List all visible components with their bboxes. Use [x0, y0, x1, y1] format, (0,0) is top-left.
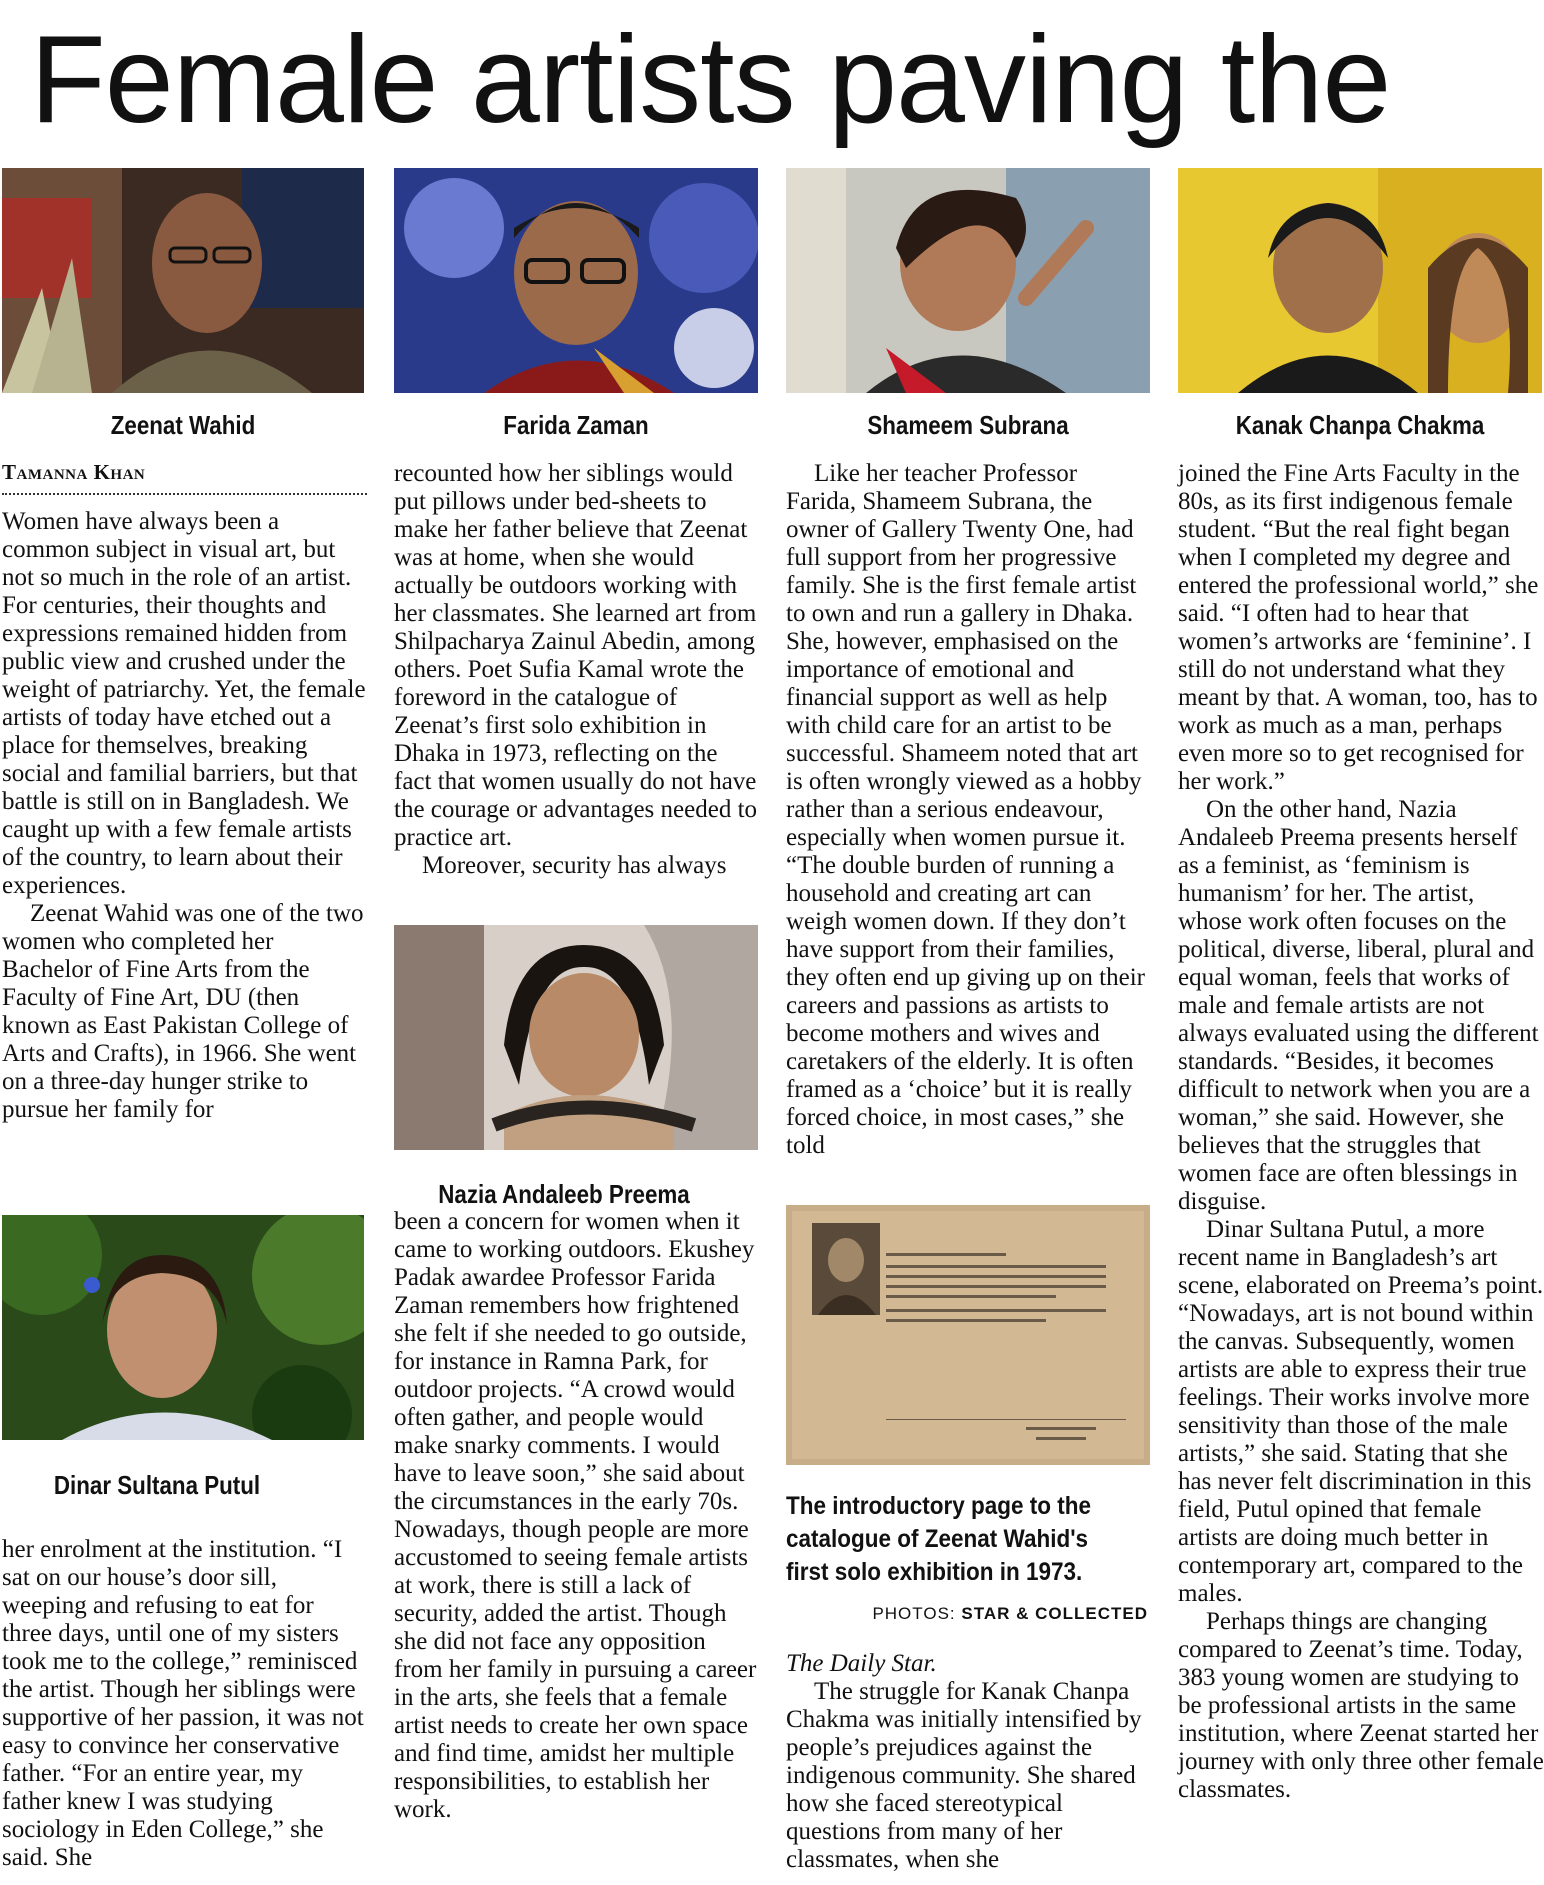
col4-paragraph-4: Perhaps things are changing compared to Zeenat’s time. Today, 383 young women are studying to be professional artists in the same institution, where Zeenat started her journey with only three other female classmates. [1178, 1608, 1544, 1803]
column-3-top [786, 460, 1152, 1160]
photo-kanak-chanpa-chakma [1178, 168, 1542, 393]
photo-credit-source: STAR & COLLECTED [961, 1604, 1148, 1623]
column-1-top [2, 508, 366, 1124]
col4-paragraph-1: joined the Fine Arts Faculty in the 80s, as its first indigenous female student. “But the real fight began when I completed my degree and entered the professional world,” she said. “I often had to hear that women’s artworks are ‘feminine’. I still do not understand what they meant by that. A woman, too, has to work as much as a man, perhaps even more so to get recognised for her work.” [1178, 460, 1539, 795]
col4-paragraph-3: Dinar Sultana Putul, a more recent name in Bangladesh’s art scene, elaborated on Preema’s point. “Nowadays, art is not bound within the canvas. Subsequently, women artists are able to express their true feelings. Their works involve more sensitivity than those of the male artists,” she said. Stating that she has never felt discrimination in this field, Putul opined that female artists are doing much better in contemporary art, compared to the males. [1178, 1216, 1544, 1607]
col3-paragraph-1: Like her teacher Professor Farida, Shameem Subrana, the owner of Gallery Twenty One, had full support from her progressive family. She is the first female artist to own and run a gallery in Dhaka. She, however, emphasised on the importance of emotional and financial support as well as help with child care for an artist to be successful. Shameem noted that art is often wrongly viewed as a hobby rather than a serious endeavour, especially when women pursue it. “The double burden of running a household and creating art can weigh women down. If they don’t have support from their families, they often end up giving up on their careers and passions as artists to become mothers and wives and caretakers of the elderly. It is often framed as a ‘choice’ but it is really forced choice, in most cases,” she told [786, 460, 1145, 1159]
col1-paragraph-3: her enrolment at the institution. “I sat on our house’s door sill, weeping and refusing to eat for three days, until one of my sisters took me to the college,” reminisced the artist. Though her siblings were supportive of her passion, it was not easy to convince her conservative father. “For an entire year, my father knew I was studying sociology in Eden College,” she said. She [2, 1536, 364, 1871]
byline: Tamanna Khan [2, 460, 367, 495]
column-2-bottom [394, 1208, 760, 1824]
caption-farida-zaman: Farida Zaman [503, 410, 649, 440]
caption-nazia-andaleeb-preema: Nazia Andaleeb Preema [438, 1179, 690, 1209]
column-1-bottom [2, 1536, 366, 1872]
photo-nazia-andaleeb-preema [394, 925, 758, 1150]
photo-shameem-subrana [786, 168, 1150, 393]
col1-paragraph-1: Women have always been a common subject in visual art, but not so much in the role of an artist. For centuries, their thoughts and expressions remained hidden from public view and crushed under the weight of patriarchy. Yet, the female artists of today have etched out a place for themselves, breaking social and familial barriers, but that battle is still on in Bangladesh. We caught up with a few female artists of the country, to learn about their experiences. [2, 508, 366, 899]
caption-kanak-chanpa-chakma: Kanak Chanpa Chakma [1235, 410, 1485, 440]
column-3-bottom [786, 1650, 1152, 1874]
col3-paragraph-3: The struggle for Kanak Chanpa Chakma was initially intensified by people’s prejudices against the indigenous community. She shared how she faced stereotypical questions from many of her classmates, when she [786, 1678, 1142, 1873]
col3-paragraph-2: The Daily Star. [786, 1650, 937, 1677]
headline: Female artists paving the [30, 11, 1391, 149]
photo-credit [786, 1604, 1148, 1624]
photo-catalogue-page [786, 1205, 1150, 1465]
col1-paragraph-2: Zeenat Wahid was one of the two women who completed her Bachelor of Fine Arts from the Faculty of Fine Art, DU (then known as East Pakistan College of Arts and Crafts), in 1966. She went on a three-day hunger strike to pursue her family for [2, 900, 364, 1123]
caption-dinar-sultana-putul: Dinar Sultana Putul [53, 1470, 261, 1500]
col2-paragraph-3: been a concern for women when it came to working outdoors. Ekushey Padak awardee Professor Farida Zaman remembers how frightened she felt if she needed to go outside, for instance in Ramna Park, for outdoor projects. “A crowd would often gather, and people would make snarky comments. I would have to leave soon,” she said about the circumstances in the early 70s. Nowadays, though people are more accustomed to seeing female artists at work, there is still a lack of security, added the artist. Though she did not face any opposition from her family in pursuing a career in the arts, she feels that a female artist needs to create her own space and find time, amidst her multiple responsibilities, to establish her work. [394, 1208, 757, 1823]
caption-zeenat-wahid: Zeenat Wahid [110, 410, 256, 440]
column-4 [1178, 460, 1544, 1804]
photo-zeenat-wahid [2, 168, 364, 393]
col2-paragraph-2: Moreover, security has always [422, 852, 727, 879]
col2-paragraph-1: recounted how her siblings would put pillows under bed-sheets to make her father believe that Zeenat was at home, when she would actually be outdoors working with her classmates. She learned art from Shilpacharya Zainul Abedin, among others. Poet Sufia Kamal wrote the foreword in the catalogue of Zeenat’s first solo exhibition in Dhaka in 1973, reflecting on the fact that women usually do not have the courage or advantages needed to practice art. [394, 460, 758, 851]
photo-credit-label: PHOTOS: [872, 1604, 956, 1623]
photo-farida-zaman [394, 168, 758, 393]
column-2-top [394, 460, 760, 880]
caption-catalogue: The introductory page to the catalogue of Zeenat Wahid's first solo exhibition in 1973. [786, 1492, 1092, 1586]
photo-dinar-sultana-putul [2, 1215, 364, 1440]
caption-shameem-subrana: Shameem Subrana [867, 410, 1069, 440]
col4-paragraph-2: On the other hand, Nazia Andaleeb Preema presents herself as a feminist, as ‘feminism is humanism’ for her. The artist, whose work often focuses on the political, diverse, liberal, plural and equal woman, feels that works of male and female artists are not always evaluated using the different standards. “Besides, it becomes difficult to network when you are a woman,” she said. However, she believes that the struggles that women face are often blessings in disguise. [1178, 796, 1539, 1215]
